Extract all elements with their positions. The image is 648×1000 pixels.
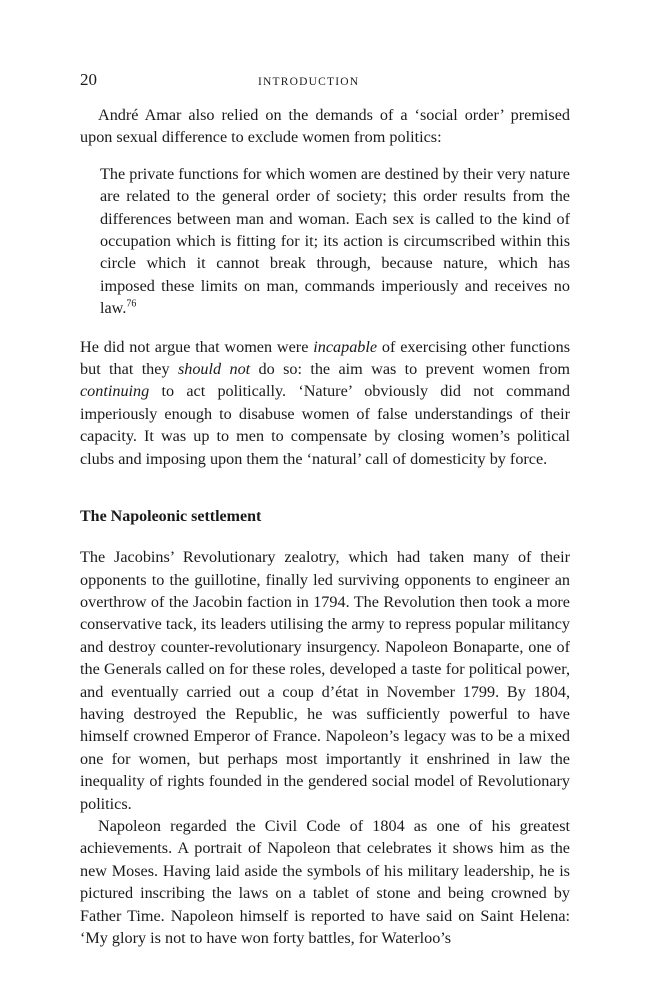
block-quote-text: The private functions for which women are destined by their very nature are related to the general order of society; this order results from the differences between man and woman. Each sex is called to the kind of occupation which is fitting for it; its action is circumscribed within this circle which it cannot break through, because nature, which has imposed these limits on man, commands imperiously and receives no law. — [100, 164, 570, 318]
emphasis-incapable: incapable — [313, 337, 378, 356]
section-heading: The Napoleonic settlement — [80, 508, 262, 526]
block-quote — [80, 163, 570, 320]
running-head — [80, 70, 570, 92]
paragraph-text: He did not argue that women were — [80, 337, 314, 356]
paragraph-amar-argument — [80, 336, 570, 470]
running-title: INTRODUCTION — [258, 76, 360, 88]
page-number: 20 — [80, 70, 97, 89]
emphasis-should-not: should not — [177, 360, 251, 379]
paragraph-text: do so: the aim was to prevent women from — [250, 360, 571, 379]
paragraph-civil-code: Napoleon regarded the Civil Code of 1804 as one of his greatest achievements. A portrait of Napoleon that celebrates it shows him as the new Moses. Having laid aside the symbols of his military leadership, he is pictured inscribing the laws on a tablet of stone and being crowned by Father Time. Napoleon himself is reported to have said on Saint Helena: ‘My glory is not to have won forty battles, for Waterloo’s — [80, 816, 570, 947]
paragraph-amar-intro: André Amar also relied on the demands of a ‘social order’ premised upon sexual difference to exclude women from politics: — [80, 106, 570, 147]
paragraph-text: to act politically. ‘Nature’ obviously did not command imperiously enough to disabuse women of false understandings of their capacity. It was up to men to compensate by closing women’s political clubs and imposing upon them the ‘natural’ call of domesticity by force. — [80, 382, 570, 468]
book-page — [80, 70, 570, 949]
paragraph-jacobins: The Jacobins’ Revolutionary zealotry, which had taken many of their opponents to the guillotine, finally led surviving opponents to engineer an overthrow of the Jacobin faction in 1794. The Revolution then took a more conservative tack, its leaders utilising the army to repress popular militancy and destroy counter-revolutionary insurgency. Napoleon Bonaparte, one of the Generals called on for these roles, developed a taste for political power, and eventually carried out a coup d’état in November 1799. By 1804, having destroyed the Republic, he was sufficiently powerful to have himself crowned Emperor of France. Napoleon’s legacy was to be a mixed one for women, but perhaps most importantly it enshrined in law the inequality of rights founded in the gendered social model of Revolutionary politics. — [80, 548, 570, 813]
emphasis-continuing: continuing — [80, 382, 150, 401]
footnote-marker: 76 — [126, 298, 137, 310]
paragraph-text: of exercising other functions but that they — [80, 337, 570, 379]
